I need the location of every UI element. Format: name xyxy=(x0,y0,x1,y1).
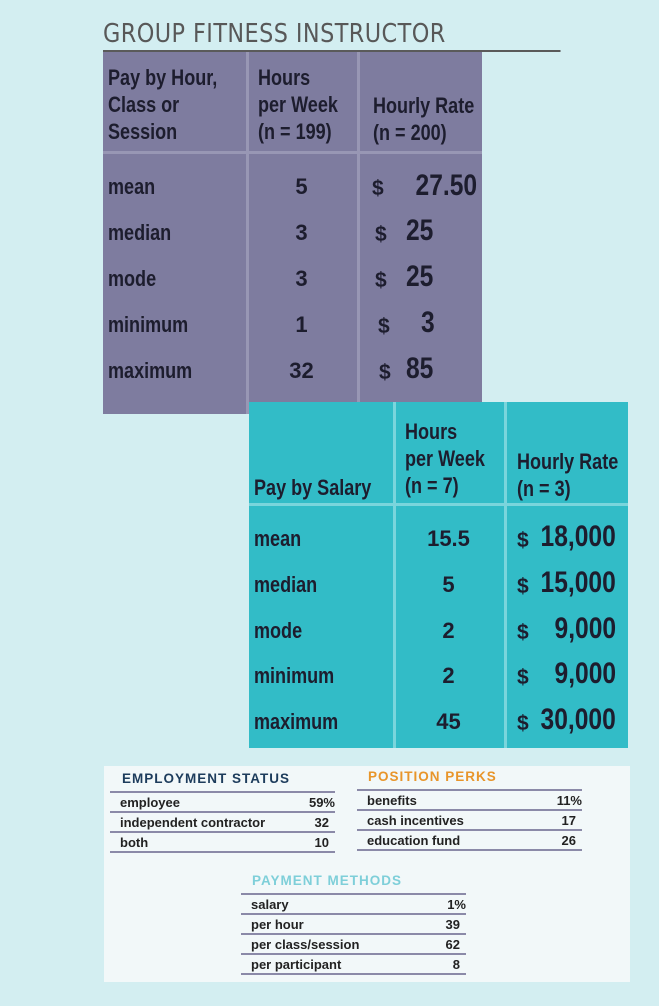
salary-header-hours xyxy=(405,418,502,499)
header-line: Hourly Rate xyxy=(517,449,619,474)
row-label: maximum xyxy=(254,709,339,734)
rate-value: 30,000 xyxy=(540,703,616,736)
rate-value: 25 xyxy=(406,260,434,293)
salary-header-rate xyxy=(517,448,640,502)
list-item: both 10 xyxy=(110,833,335,853)
list-item: per participant 8 xyxy=(241,955,466,975)
hours-value: 1 xyxy=(295,312,308,337)
list-item: employee 59% xyxy=(110,793,335,813)
list-item: per class/session 62 xyxy=(241,935,466,955)
row-label: mode xyxy=(254,618,303,643)
dollar-sign: $ xyxy=(517,712,529,735)
hours-value: 5 xyxy=(295,174,308,199)
header-divider xyxy=(103,151,482,154)
header-line: Hours xyxy=(258,65,311,90)
header-line: Hourly Rate xyxy=(373,93,475,118)
row-label: mean xyxy=(254,526,302,551)
header-line: (n = 199) xyxy=(258,119,332,144)
list-item: education fund 26 xyxy=(357,831,582,851)
position-perks-title: POSITION PERKS xyxy=(368,769,497,784)
dollar-sign: $ xyxy=(517,575,529,598)
hours-value: 5 xyxy=(442,572,455,597)
dollar-sign: $ xyxy=(372,177,384,200)
hours-value: 32 xyxy=(289,358,314,383)
row-label: median xyxy=(254,572,318,597)
hours-value: 3 xyxy=(295,266,308,291)
dollar-sign: $ xyxy=(378,315,390,338)
list-item: cash incentives 17 xyxy=(357,811,582,831)
header-line: Class or xyxy=(108,92,180,117)
payment-methods-list xyxy=(241,893,466,975)
payment-methods-title: PAYMENT METHODS xyxy=(252,873,403,888)
row-label: minimum xyxy=(254,663,335,688)
header-line: (n = 200) xyxy=(373,120,447,145)
dollar-sign: $ xyxy=(517,621,529,644)
header-divider xyxy=(249,503,628,506)
dollar-sign: $ xyxy=(375,223,387,246)
rate-value: 18,000 xyxy=(540,520,616,553)
stats-panel xyxy=(104,766,630,982)
list-item: independent contractor 32 xyxy=(110,813,335,833)
rate-value: 9,000 xyxy=(554,612,616,645)
hourly-pay-table xyxy=(103,52,482,414)
employment-status-list xyxy=(110,791,335,853)
dollar-sign: $ xyxy=(517,529,529,552)
list-item: salary 1% xyxy=(241,895,466,915)
rate-value: 85 xyxy=(406,352,434,385)
hours-value: 15.5 xyxy=(427,526,470,551)
header-line: (n = 3) xyxy=(517,476,571,501)
rate-value: 9,000 xyxy=(554,657,616,690)
page-title: GROUP FITNESS INSTRUCTOR xyxy=(103,18,561,52)
row-label: mean xyxy=(108,174,156,199)
employment-status-title: EMPLOYMENT STATUS xyxy=(122,771,290,786)
hours-value: 2 xyxy=(442,663,455,688)
position-perks-list xyxy=(357,789,582,851)
header-line: Pay by Hour, xyxy=(108,65,218,90)
column-divider xyxy=(357,52,360,414)
hours-value: 2 xyxy=(442,618,455,643)
hourly-header-pay-type xyxy=(108,64,241,145)
row-label: mode xyxy=(108,266,157,291)
dollar-sign: $ xyxy=(517,666,529,689)
header-line: per Week xyxy=(405,446,485,471)
row-label: minimum xyxy=(108,312,189,337)
rate-value: 3 xyxy=(421,306,435,339)
row-label: maximum xyxy=(108,358,193,383)
header-line: (n = 7) xyxy=(405,473,459,498)
header-line: per Week xyxy=(258,92,338,117)
dollar-sign: $ xyxy=(375,269,387,292)
hourly-header-rate xyxy=(373,92,496,146)
hours-value: 3 xyxy=(295,220,308,245)
hourly-header-hours xyxy=(258,64,355,145)
rate-value: 15,000 xyxy=(540,566,616,599)
header-line: Session xyxy=(108,119,178,144)
dollar-sign: $ xyxy=(379,361,391,384)
list-item: per hour 39 xyxy=(241,915,466,935)
list-item: benefits 11% xyxy=(357,791,582,811)
rate-value: 27.50 xyxy=(415,169,477,202)
rate-value: 25 xyxy=(406,214,434,247)
salary-header-pay-type: Pay by Salary xyxy=(254,475,372,500)
hours-value: 45 xyxy=(436,709,461,734)
row-label: median xyxy=(108,220,172,245)
salary-pay-table xyxy=(249,402,628,748)
header-line: Hours xyxy=(405,419,458,444)
